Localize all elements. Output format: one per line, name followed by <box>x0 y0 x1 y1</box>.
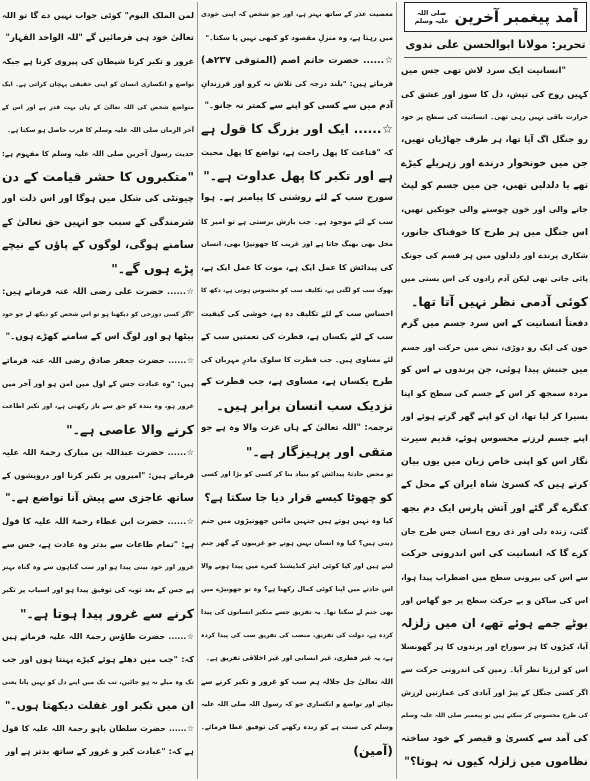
paragraph <box>401 313 588 773</box>
text-line: جانے والی اور خون چوسنے والی جونکیں تھیں، <box>401 204 588 214</box>
text-line: احساس سب کے لئے تکلیف دہ ہے، خوشی کی کیفیت <box>201 309 393 318</box>
text-line: جن میں خونخوار درندے اور زہریلے کیڑے <box>401 158 588 169</box>
article-title-box <box>404 2 587 32</box>
paragraph <box>201 118 393 187</box>
text-line: ☆...... ایک اور بزرگ کا قول ہے <box>201 122 393 136</box>
text-line: تعالیٰ خود ہی فرمائیں گے "للہ الواحد القہار" <box>5 33 194 43</box>
text-line: تواضع و انکساری انسان کو اپنی حقیقی پہچان کراتی ہے۔ ایک <box>2 81 194 88</box>
text-line: کو چھوٹا کیسے قرار دیا جا سکتا ہے؟ <box>204 491 393 504</box>
text-line: ☆...... حضرت حاتم اصم (المتوفی ۲۳۷ھ) <box>201 55 393 66</box>
text-line: تھے یا دلدلیں تھیں، جن میں جسم کو لپٹ <box>401 181 588 191</box>
paragraph <box>201 49 393 118</box>
text-line: خون کی ایک رو دوڑی، نبض میں حرکت اور جسم <box>401 343 588 352</box>
middle-column <box>201 3 393 762</box>
text-line: میں جنبش پیدا ہوئی، جن پرندوں نے اس کو <box>401 365 588 375</box>
paragraph <box>2 280 194 349</box>
text-line: کرتے ہیں کہ کسریٰ شاہ ایران کے محل کے <box>401 480 588 490</box>
text-line: متقی اور پرہیزگار ہے۔" <box>245 444 393 459</box>
text-line: ترجمہ: "اللہ تعالیٰ کے ہاں عزت والا وہ ہے جو <box>201 423 393 433</box>
text-line: مردہ سمجھ کر اس کے جسم کی سطح کو اپنا <box>401 388 588 398</box>
text-line: ہے جس کے بعد توبہ کی توفیق پیدا ہو اور اسباب پر تکبر <box>2 586 194 594</box>
text-line: نگار اس کو اپنی خاص زبان میں یوں بیان <box>401 457 588 467</box>
paragraph <box>201 3 393 49</box>
byline: تحریر: مولانا ابوالحسن علی ندوی <box>404 33 587 58</box>
title-honorific: صلی اللہ علیہ وسلم <box>414 9 449 25</box>
text-line: گئی، زندہ دلی اور ذی روح انسان جس طرح جان <box>401 527 588 536</box>
text-line: سورج سب کے لئے روشنی کا پیامبر ہے۔ ہوا <box>201 193 393 203</box>
text-line: ☆...... حضرت سلطان باہو رحمۃ اللہ علیہ کا قول <box>2 724 194 733</box>
text-line: کہ: "جب میں دھلے ہوئے کپڑے پہنتا ہوں اور جب <box>2 654 194 664</box>
text-line: کرنے والا عاصی ہے۔" <box>66 422 194 437</box>
text-line: غرور ہو، وہ بندہ کو حق سے باز رکھتی ہے، اور تکبر اطاعت <box>2 402 194 410</box>
text-line: اس حادثے میں اپنا کوئی کمال رکھتا ہے؟ وہ تو جھونپڑے میں <box>201 585 393 593</box>
text-line: اس کی ساکن و بے حرکت سطح پر جو گھاس اور <box>401 596 588 605</box>
text-line: لئے مساوی ہیں۔ جب فطرت کا سلوک مادرِ مہربان کی <box>201 355 393 364</box>
text-line: کیا وہ نہیں ہوتے ہیں جنہیں مائیں جھونپڑوں میں جنم <box>201 516 393 525</box>
text-line: ☆...... حضرت جعفر صادق رضی اللہ عنہ فرماتے <box>2 356 194 365</box>
text-line: غرور و تکبر کرنا شیطان کی پیروی کرنا ہے جبکہ <box>2 57 194 66</box>
text-line: کردہ ہے، دولت کی تفریق، منصب کی تفریق سب کی پیدا کردہ <box>201 632 393 639</box>
text-line: آخر الزماں صلی اللہ علیہ وسلم کا قرب حاصل ہو سکتا ہے۔ <box>6 126 194 134</box>
column-divider <box>396 2 397 779</box>
text-line: پڑے ہوں گے۔" <box>111 261 194 276</box>
text-line: متواضع شخص کی اللہ تعالیٰ کے ہاں بہت قدر ہے اور اس کے <box>2 104 194 111</box>
paragraph <box>2 510 194 625</box>
text-line: کی پیدائش کا عمل ایک ہے، موت کا عمل ایک ہے، <box>201 263 393 272</box>
paragraph <box>201 187 393 417</box>
article-title: آمد پیغمبر آخرین <box>454 8 579 26</box>
paragraph <box>2 717 194 763</box>
text-line: سب کے لئے موجود ہے۔ جب بارش برستی ہے تو امیر کا <box>201 217 393 226</box>
paragraph <box>2 349 194 441</box>
text-line: سامنے ہوگی، لوگوں کے پاؤں کے نیچے <box>2 239 194 251</box>
text-line: حرارت باقی نہیں رہی تھی۔ انسانیت کی سطح پر خود <box>401 113 588 121</box>
text-line: کوئی آدمی نظر نہیں آتا تھا۔ <box>411 294 588 309</box>
text-line: فرماتے ہیں: "بلند درجہ کی تلاش نہ کرو اور فرزندانِ <box>201 79 393 88</box>
text-line: لمن الملک الیوم" کوئی جواب نہیں دے گا تو اللہ <box>2 10 194 20</box>
text-line: ☆...... حضرت طاؤس رحمۃ اللہ علیہ فرماتے ہیں <box>2 632 194 641</box>
text-line: کہ "قناعت کا پھل راحت ہے، تواضع کا پھل محبت <box>201 148 393 157</box>
text-line: بچائے اور تواضع و انکساری جو کہ رسول اللہ صلی اللہ علیہ <box>201 700 393 708</box>
text-line: ہے: "تمام طاعات سے بدتر وہ عادت ہے، جس سے <box>2 540 194 549</box>
text-line: ہے کہ: "عبادت کبر و غرور کے ساتھ بدتر ہے اور <box>5 746 194 756</box>
text-line: فرماتے ہیں: "امیروں پر تکبر کرنا اور درویشوں کے <box>2 471 194 480</box>
text-line: اگر کسی جنگل کے پیڑ اور آبادی کی عمارتیں لرزش <box>401 688 588 697</box>
text-line: تو محض حادثۂ پیدائش کو بنیاد بنا کر کسی کو بڑا اور کسی <box>201 470 393 478</box>
text-line: اللہ تعالیٰ جل جلالہ ہم سب کو غرور و تکبر کرنے سے <box>201 677 393 686</box>
text-line: "اگر کسی دوزخی کو دیکھنا ہو تو اس شخص کو دیکھ لے جو خود <box>2 311 194 318</box>
text-line: اپنے جسم لرزتے محسوس ہوئے، قدیم سیرت <box>401 434 588 444</box>
text-line: سے اس کی بیرونی سطح میں اضطراب پیدا ہوا، <box>401 573 588 582</box>
paragraph <box>2 625 194 717</box>
text-line: ساتھ عاجزی سے پیش آنا تواضع ہے۔" <box>5 492 194 504</box>
paragraph <box>201 670 393 762</box>
text-line: حدیث رسول آخرین صلی اللہ علیہ وسلم کا مفہوم ہے: <box>2 149 194 158</box>
text-line: شرمندگی کے سبب جو انہیں حق تعالیٰ کے <box>2 217 194 228</box>
text-line: لیتے ہیں اور کیا کوئی ایئر کنڈیشنڈ کمرے میں پیدا ہونے والا <box>201 562 393 570</box>
text-line: بیٹھا ہو اور لوگ اس کے سامنے کھڑے ہوں۔" <box>5 332 194 342</box>
text-line: ☆...... حضرت علی رضی اللہ عنہ فرماتے ہیں: <box>2 286 194 296</box>
paragraph <box>2 142 194 280</box>
text-line: ☆...... حضرت عبداللہ بن مبارک رحمۃ اللہ علیہ <box>2 447 194 457</box>
left-column <box>2 4 194 763</box>
text-line: اس جنگل میں ہر طرح کا خوفناک جانور، <box>401 227 588 238</box>
paragraph <box>401 60 588 313</box>
paragraph <box>2 441 194 510</box>
text-line: "انسانیت ایک سرد لاش تھی جس میں <box>401 66 566 76</box>
text-line: (آمین) <box>353 743 393 758</box>
text-line: دیتی ہیں؟ کیا وہ انسان نہیں ہوتے جو غریبوں کے گھر جنم <box>201 539 393 547</box>
text-line: پائی جاتی تھی لیکن آدم زادوں کی اس بستی میں <box>401 274 588 283</box>
text-line: کی طرح محسوس کر سکتے ہیں تو پیغمبر صلی اللہ علیہ وسلم <box>401 712 588 719</box>
text-line: اس کو لرزتا نظر آیا۔ زمین کی اندرونی حرکت سے <box>401 665 588 674</box>
text-line: محل بھی بھیگ جاتا ہے اور غریب کا جھونپڑا بھی، انسان <box>201 240 393 248</box>
right-column <box>401 60 588 773</box>
text-line: وسلم کی سنت ہے کو زندہ رکھنے کی توفیق عطا فرمائے۔ <box>201 723 393 731</box>
text-line: طرح یکساں ہے، مساوی ہے، جب فطرت کے <box>201 377 393 387</box>
text-line: آیا، کیڑوں کا ہر سوراخ اور پرندوں کا ہر گھونسلا <box>401 642 588 651</box>
text-line: غرور اور خود بینی پیدا ہو اور سب گناہوں سے وہ گناہ بہتر <box>2 563 194 571</box>
text-line: نزدیک سب انسان برابر ہیں۔ <box>216 398 393 413</box>
text-line: ہیں: "وہ عبادت جس کے اول میں امن ہو اور آخر میں <box>2 379 194 388</box>
text-line: بسیرا کر لیا تھا، ان کو اپنے گھر گرتے ہوئے اور <box>401 411 588 421</box>
text-line: بھوک سب کو لگتی ہے، تکلیف سب کو محسوس ہوتی ہے، دکھ کا <box>201 287 393 294</box>
text-line: کرنے سے غرور پیدا ہوتا ہے۔" <box>19 606 194 621</box>
text-line: رو جنگل اگ آیا تھا، ہر طرف جھاڑیاں تھیں، <box>401 135 588 145</box>
text-line: دفعتاً انسانیت کے اس سرد جسم میں گرم <box>401 319 588 329</box>
paragraph <box>2 50 194 142</box>
paragraph <box>201 417 393 463</box>
paragraph <box>201 463 393 509</box>
text-line: ہے، یہ غیر فطری، غیر انسانی اور غیر اخلاقی تفریق ہے۔ <box>206 654 393 662</box>
text-line: کنگرے گر گئے اور آتش پارس ایک دم بجھ <box>401 503 588 514</box>
text-line: آدم میں سے کسی کو اپنے سے کمتر نہ جانو۔" <box>204 101 393 111</box>
text-line: میں رہتا ہے، وہ منزلِ مقصود کو کبھی نہیں پا سکتا۔" <box>205 33 393 42</box>
text-line: تک وہ میلے نہ ہو جائیں، تب تک میں اپنے دل کو نہیں پاتا یعنی <box>2 679 194 686</box>
text-line: معصیت عذر کے ساتھ بہتر ہے، اور جو شخص کہ اپنی خودی <box>201 10 393 18</box>
column-divider <box>197 2 198 779</box>
text-line: ان میں تکبر اور غفلت دیکھتا ہوں۔" <box>4 699 194 712</box>
text-line: "متکبروں کا حشر قیامت کے دن <box>2 169 194 184</box>
text-line: شکاری پرندے اور دلدلوں میں ہر قسم کی جونک <box>401 251 588 260</box>
text-line: نظاموں میں زلزلہ کیوں نہ ہوتا؟" <box>404 755 588 768</box>
text-line: ہے اور تکبر کا پھل عداوت ہے۔" <box>203 168 393 183</box>
text-line: سب کے لئے یکساں ہے، فطرت کی نعمتیں سب کے <box>201 332 393 341</box>
text-line: بوٹے جمے ہوئے تھے، ان میں زلزلہ <box>401 616 588 630</box>
paragraph <box>2 4 194 50</box>
text-line: کہیں روح کی تپش، دل کا سوز اور عشق کی <box>401 89 588 99</box>
text-line: کی آمد سے کسریٰ و قیصر کے خود ساختہ <box>401 733 588 744</box>
text-line: چیونٹی کی شکل میں ہوگا اور اس ذلت اور <box>2 194 194 204</box>
paragraph <box>201 509 393 670</box>
text-line: ☆...... حضرت ابن عطاء رحمۃ اللہ علیہ کا قول <box>2 516 194 526</box>
text-line: کرے گا کہ انسانیت کی اس اندرونی حرکت <box>401 549 588 559</box>
text-line: بھی جنم لے سکتا تھا۔ یہ تفریق جسے متکبر انسانوں کی پیدا <box>201 608 393 616</box>
